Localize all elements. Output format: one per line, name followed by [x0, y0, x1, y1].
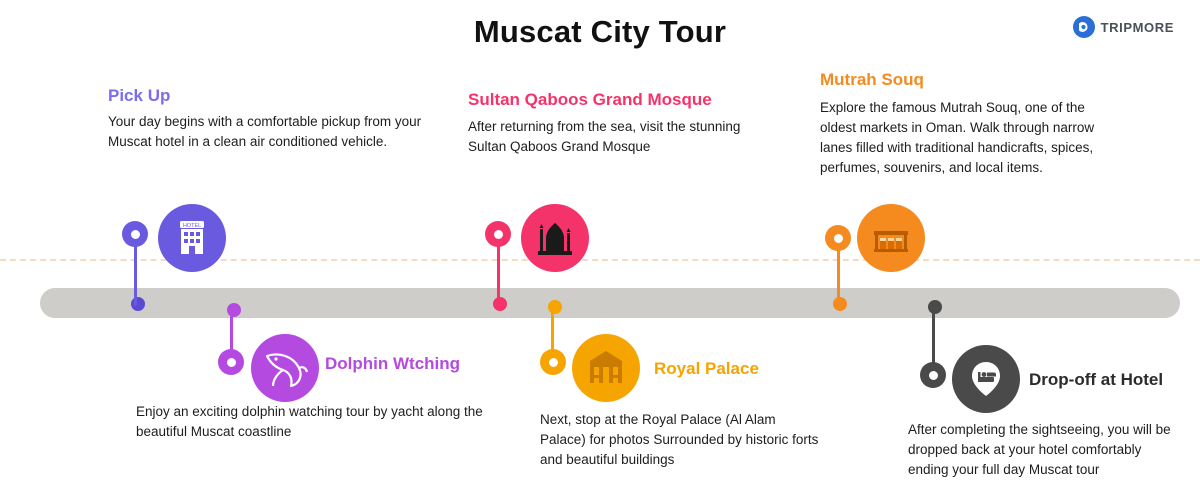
step-description-dolphin: Enjoy an exciting dolphin watching tour by yacht along the beautiful Muscat coastline [136, 404, 483, 439]
page-title: Muscat City Tour [473, 14, 727, 49]
node-dot-dolphin [218, 349, 244, 375]
connector-dropoff [932, 306, 935, 368]
node-dot-palace [540, 349, 566, 375]
timeline-marker-mosque [493, 297, 507, 311]
node-dot-mosque [485, 221, 511, 247]
tripmore-logo-icon [1073, 16, 1095, 38]
step-title-dolphin: Dolphin Wtching [325, 354, 461, 373]
svg-text:HOTEL: HOTEL [182, 223, 202, 229]
step-description-palace: Next, stop at the Royal Palace (Al Alam Palace) for photos Surrounded by historic forts and beautiful buildings [540, 412, 819, 467]
connector-pickup [134, 240, 137, 306]
market-stall-icon [857, 204, 925, 272]
step-description-souq: Explore the famous Mutrah Souq, one of the oldest markets in Oman. Walk through narrow lanes filled with traditional handicrafts, spices, perfumes, souvenirs, and local items. [820, 100, 1095, 175]
node-dot-dropoff [920, 362, 946, 388]
dolphin-icon [251, 334, 319, 402]
brand-logo [1073, 16, 1174, 38]
step-title-pickup: Pick Up [108, 86, 171, 105]
timeline-marker-dropoff [928, 300, 942, 314]
step-title-palace: Royal Palace [654, 359, 759, 378]
node-dot-souq [825, 225, 851, 251]
step-title-mosque: Sultan Qaboos Grand Mosque [468, 90, 712, 109]
mosque-icon [521, 204, 589, 272]
brand-name: TRIPMORE [1100, 19, 1174, 35]
connector-mosque [497, 240, 500, 306]
location-pin-bed-icon [952, 345, 1020, 413]
timeline-bar [40, 288, 1180, 318]
node-dot-pickup [122, 221, 148, 247]
timeline-marker-souq [833, 297, 847, 311]
step-description-mosque: After returning from the sea, visit the stunning Sultan Qaboos Grand Mosque [468, 119, 741, 154]
step-description-pickup: Your day begins with a comfortable pickup from your Muscat hotel in a clean air conditioned vehicle. [108, 114, 422, 149]
step-title-souq: Mutrah Souq [820, 70, 924, 89]
palace-icon [572, 334, 640, 402]
step-description-dropoff: After completing the sightseeing, you will be dropped back at your hotel comfortably ending your full day Muscat tour [908, 422, 1171, 477]
connector-souq [837, 243, 840, 306]
hotel-building-icon [158, 204, 226, 272]
step-title-dropoff: Drop-off at Hotel [1029, 370, 1164, 389]
